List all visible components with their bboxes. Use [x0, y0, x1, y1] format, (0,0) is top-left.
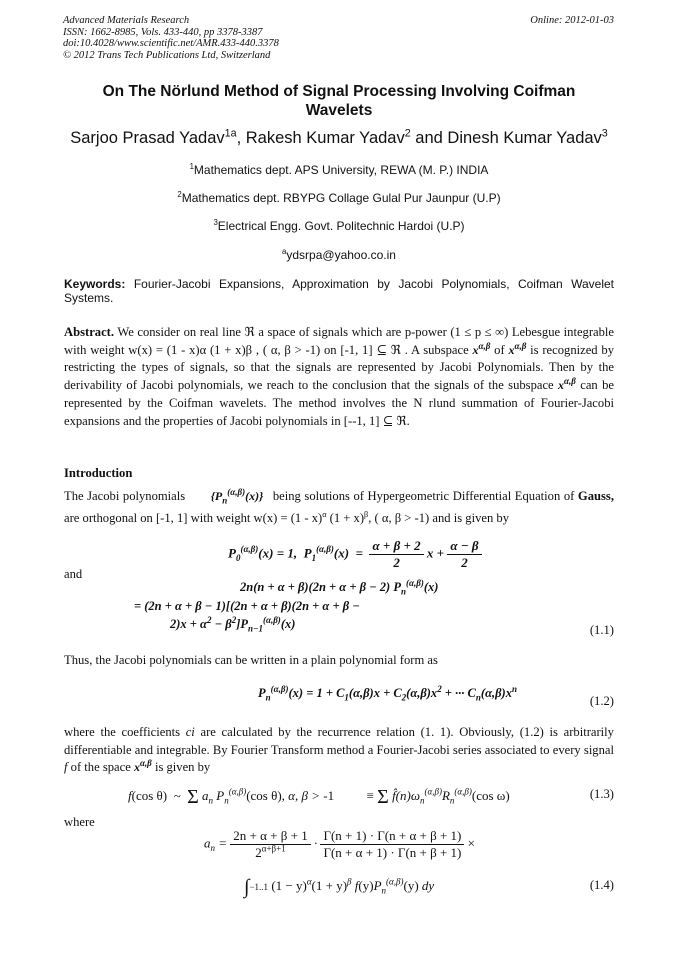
coefficients-paragraph [64, 724, 614, 777]
intro-paragraph: The Jacobi polynomials $\{P_n^{(\alpha,\beta)}(x)\}$ being solutions of Hypergeometric Differential Equation of Gauss, are orthogonal on [-1, 1] with weight w(x) = (1 - x)$^\alpha$ $(1 + x)^\beta$, ( α, β > -1) and is given by [64, 487, 614, 526]
abstract-label: Abstract. [64, 325, 115, 339]
abstract-text: is recognized by restricting the types of signals, so that the signals are represented by Jacobi Polynomials. Then by the derivability of Jacobi polynomials, we reach to the conclusion that the signals of the subspace [64, 342, 614, 393]
equation-recurrence-line3: $2)x + \alpha^2 - \beta^2]P_{n-1}^{(\alpha,\beta)}(x)$ [170, 614, 296, 634]
affiliation-sup: a [282, 247, 287, 256]
abstract [64, 324, 614, 430]
author-name: Sarjoo Prasad Yadav [70, 129, 225, 147]
journal-header [63, 15, 279, 61]
keywords-label: Keywords: [64, 277, 126, 291]
copyright-line: © 2012 Trans Tech Publications Ltd, Switzerland [63, 49, 271, 61]
author-name: Rakesh Kumar Yadav [245, 129, 405, 147]
affiliation-sup: 3 [213, 218, 218, 227]
intro-text: are calculated by the recurrence relation (1. 1). Obviously, (1.2) is arbitrarily differentiable and integrable. By Fourier Transform method a Fourier-Jacobi series associated to every signal [64, 725, 614, 757]
online-date: Online: 2012-01-03 [530, 15, 614, 26]
coefficient-symbol: ci [185, 725, 195, 739]
affiliation [40, 191, 638, 205]
abstract-text: can be represented by the Coifman wavelets. The method involves the N rlund summation of Fourier-Jacobi expansions and the properties of Jacobi polynomials in [--1, 1] ⊆ ℜ. [64, 378, 614, 428]
equation-fourier-jacobi-series: f(cos θ) ~ Σ $a_n$ $P_n^{(\alpha,\beta)}(\cos$ θ), α, β > -1 ≡ Σ $f̂(n)\omega_n^{(\alpha,\beta)}R_n^{(\alpha,\beta)}(\cos$ ω) [128, 786, 510, 808]
subspace-symbol-3: $x^{\alpha,\beta}$ [558, 376, 576, 393]
author-name: Dinesh Kumar Yadav [447, 129, 602, 147]
abstract-text: We consider on real line ℜ a space of signals which are p-power (1 ≤ p ≤ ∞) Lebesgue integrable with weight w(x) = (1 - x)α (1 + x)β , ( α, β > -1) on [-1, 1] ⊆ ℜ . A subspace [64, 325, 614, 357]
email [40, 248, 638, 262]
author-separator: and [410, 129, 448, 147]
subspace-symbol-1: $x^{\alpha,\beta}$ [472, 340, 491, 357]
intro-text: The Jacobi polynomials [64, 489, 186, 503]
intro-text: being solutions of Hypergeometric Differential Equation of [272, 489, 575, 503]
author-separator: , [236, 129, 246, 147]
equation-p0-p1: $P_0^{(\alpha,\beta)}(x) = 1$, $P_1^{(\alpha,\beta)}(x)$ = $\frac{\alpha + \beta + 2}{2}$ x + $\frac{\alpha - \beta}{2}$ [228, 538, 482, 571]
where-text: where [64, 815, 95, 829]
affiliation-text: Mathematics dept. RBYPG Collage Gulal Pur Jaunpur (U.P) [181, 191, 501, 205]
subspace-symbol-2: $x^{\alpha,\beta}$ [508, 340, 527, 357]
intro-text: are orthogonal on [-1, 1] with weight w(x) = (1 - x) [64, 511, 323, 526]
equation-number-1-3: (1.3) [589, 787, 614, 801]
affiliation [40, 219, 638, 233]
journal-name: Advanced Materials Research [63, 15, 190, 26]
affiliation-sup: 1 [189, 162, 194, 171]
author-sup: 1a [224, 127, 237, 140]
equation-integral: ∫−1..1 $(1 - y)^\alpha(1 + y)^\beta$ $f(y)P_n^{(\alpha,\beta)}(y)$ dy [244, 876, 435, 898]
intro-text: , ( α, β > -1) and is given by [368, 511, 509, 526]
equation-number-1-2: (1.2) [589, 694, 614, 708]
section-heading-introduction: Introduction [64, 466, 133, 480]
issn-line: ISSN: 1662-8985, Vols. 433-440, pp 3378-3387 [63, 26, 263, 38]
intro-text: (1 + x) [326, 511, 365, 526]
author-sup: 3 [601, 127, 608, 140]
equation-plain-polynomial: $P_n^{(\alpha,\beta)}(x) = 1 + C_1(\alpha,\beta)x + C_2(\alpha,\beta)x^2$ + ··· $C_n(\alpha,\beta)x^n$ [258, 683, 517, 703]
affiliation [40, 163, 638, 177]
jacobi-symbol: $\{P_n^{(\alpha,\beta)}(x)\}$ [210, 487, 264, 506]
email-text: ydsrpa@yahoo.co.in [286, 248, 396, 262]
equation-recurrence-line2: = (2n + α + β − 1)[(2n + α + β)(2n + α + β − [134, 599, 360, 613]
keywords-text: Fourier-Jacobi Expansions, Approximation by Jacobi Polynomials, Coifman Wavelet Systems. [64, 277, 614, 305]
and-text: and [64, 567, 83, 581]
equation-recurrence-line1: 2n(n + α + β)(2n + α + β − 2) $P_n^{(\alpha,\beta)}(x)$ [240, 577, 439, 597]
gauss-name: Gauss, [577, 489, 614, 503]
signal-symbol: f [64, 760, 68, 775]
affiliation-text: Electrical Engg. Govt. Politechnic Hardoi (U.P) [217, 219, 465, 233]
author-sup: 2 [404, 127, 411, 140]
equation-number-1-1: (1.1) [589, 623, 614, 637]
subspace-symbol-4: $x^{\alpha,\beta}$ [133, 758, 152, 775]
keywords [64, 277, 614, 305]
paper-title: On The Nörlund Method of Signal Processing Involving Coifman Wavelets [102, 83, 576, 119]
abstract-text: of [494, 342, 505, 357]
thus-text: Thus, the Jacobi polynomials can be written in a plain polynomial form as [64, 653, 438, 667]
affiliation-sup: 2 [177, 190, 182, 199]
affiliation-text: Mathematics dept. APS University, REWA (M. P.) INDIA [193, 163, 489, 177]
doi-line: doi:10.4028/www.scientific.net/AMR.433-440.3378 [63, 38, 279, 49]
equation-coefficient-an: $a_n$ = $\frac{2n + \alpha + \beta + 1}{2^{\alpha+\beta+1}}$ · $\frac{\Gamma(n + 1) \cdot \Gamma(n + \alpha + \beta + 1)}{\Gamma(n + \alpha + 1) \cdot \Gamma(n + \beta + 1)}$ × [204, 828, 475, 860]
equation-number-1-4: (1.4) [589, 878, 614, 892]
intro-text: of the space [70, 760, 131, 775]
intro-text: where the coefficients [64, 725, 181, 739]
intro-text: is given by [154, 760, 211, 775]
author-list [40, 129, 638, 148]
